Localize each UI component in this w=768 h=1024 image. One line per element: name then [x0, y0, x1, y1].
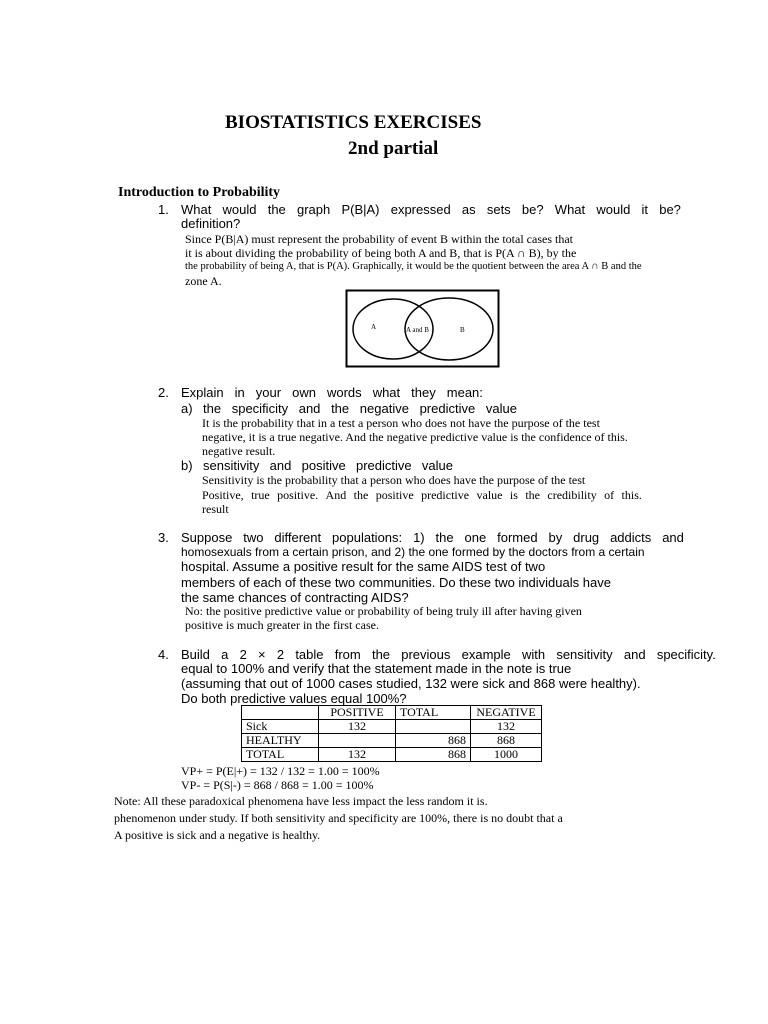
- word: a: [221, 647, 229, 662]
- word: credibility: [547, 488, 597, 502]
- word: ×: [258, 647, 266, 662]
- q1-number: 1.: [158, 202, 169, 217]
- word: positive.: [277, 488, 319, 502]
- word: in: [234, 385, 245, 400]
- word: own: [292, 385, 316, 400]
- word: positive: [375, 488, 414, 502]
- word: with: [521, 647, 546, 662]
- word: the: [203, 401, 222, 416]
- q2-b-answer-line: [202, 488, 642, 503]
- q2-b-answer-line: Sensitivity is the probability that a person who does have the purpose of the test: [202, 473, 586, 487]
- word: predictive: [419, 401, 476, 416]
- table-header-cell: NEGATIVE: [471, 706, 542, 720]
- word: P(B|A): [341, 202, 380, 217]
- table-cell: 132: [319, 720, 396, 734]
- word: value: [485, 401, 517, 416]
- word: graph: [297, 202, 331, 217]
- q2-a-answer-line: negative result.: [202, 444, 276, 458]
- q3-line: homosexuals from a certain prison, and 2) the one formed by the doctors from a certain: [181, 545, 645, 559]
- table-cell: 132: [471, 720, 542, 734]
- word: previous: [401, 647, 451, 662]
- word: the: [331, 401, 350, 416]
- section-heading: Introduction to Probability: [118, 185, 281, 200]
- table-header-cell: POSITIVE: [319, 706, 396, 720]
- table-header-cell: TOTAL: [396, 706, 471, 720]
- word: the: [525, 488, 540, 502]
- word: and: [269, 458, 292, 473]
- q3-line1: [181, 530, 684, 545]
- table-cell: 1000: [471, 748, 542, 762]
- word: predictive: [355, 458, 412, 473]
- word: this.: [621, 488, 642, 502]
- word: table: [295, 647, 324, 662]
- word: addicts: [610, 530, 652, 545]
- word: Explain: [181, 385, 224, 400]
- q4-line: equal to 100% and verify that the statement made in the note is true: [181, 661, 572, 676]
- word: and: [623, 647, 646, 662]
- q2-a-answer-line: It is the probability that in a test a person who does not have the purpose of the test: [202, 416, 600, 430]
- word: example: [461, 647, 511, 662]
- table-cell: [396, 720, 471, 734]
- word: sets: [486, 202, 511, 217]
- table-cell: Sick: [242, 720, 319, 734]
- word: by: [548, 530, 563, 545]
- word: negative: [359, 401, 409, 416]
- q2-number: 2.: [158, 385, 169, 400]
- q1-line2: definition?: [181, 216, 241, 231]
- contingency-table: [241, 705, 542, 762]
- word: value: [421, 458, 453, 473]
- word: would: [596, 202, 631, 217]
- word: be?: [659, 202, 681, 217]
- word: drug: [573, 530, 600, 545]
- word: is: [509, 488, 518, 502]
- table-header-cell: [242, 706, 319, 720]
- venn-label-b: B: [460, 326, 465, 334]
- word: the: [267, 202, 286, 217]
- q1-answer-line: zone A.: [185, 274, 222, 288]
- word: What: [554, 202, 586, 217]
- word: and: [298, 401, 321, 416]
- table-cell: TOTAL: [242, 748, 319, 762]
- page-title: BIOSTATISTICS EXERCISES: [225, 112, 482, 133]
- word: 2: [276, 647, 285, 662]
- q2-a-marker: a): [181, 401, 193, 416]
- word: words: [326, 385, 362, 400]
- q2-a-answer-line: negative, it is a true negative. And the negative predictive value is the confidence of this.: [202, 430, 628, 444]
- word: 1): [413, 530, 425, 545]
- note-line: Note: All these paradoxical phenomena have less impact the less random it is.: [114, 794, 488, 808]
- word: would: [222, 202, 257, 217]
- table-cell: 868: [471, 734, 542, 748]
- table-header-row: [242, 706, 542, 720]
- q2-line1: [181, 385, 483, 400]
- word: sensitivity: [203, 458, 260, 473]
- q2-b-marker: b): [181, 458, 193, 473]
- word: Positive,: [202, 488, 244, 502]
- word: different: [274, 530, 322, 545]
- q3-line: members of each of these two communities. Do these two individuals have: [181, 575, 611, 590]
- q3-line: hospital. Assume a positive result for the same AIDS test of two: [181, 559, 546, 574]
- word: it: [641, 202, 649, 217]
- table-row: [242, 748, 542, 762]
- q3-answer-line: No: the positive predictive value or probability of being truly ill after having given: [185, 604, 582, 618]
- word: populations:: [332, 530, 403, 545]
- q3-line: the same chances of contracting AIDS?: [181, 590, 409, 605]
- q3-answer-line: positive is much greater in the first case.: [185, 618, 379, 632]
- word: 2: [239, 647, 247, 662]
- word: and: [662, 530, 684, 545]
- venn-label-a: A: [371, 323, 377, 331]
- word: mean:: [446, 385, 483, 400]
- q1-answer-line: the probability of being A, that is P(A). Graphically, it would be the quotient between the area A ∩ B and the: [185, 261, 642, 272]
- word: What: [181, 202, 212, 217]
- word: formed: [497, 530, 538, 545]
- q1-answer-line: it is about dividing the probability of being both A and B, that is P(A ∩ B), by the: [185, 246, 577, 260]
- word: specificity: [231, 401, 289, 416]
- q1-line1: [181, 202, 681, 217]
- venn-diagram: [345, 289, 501, 369]
- word: the: [353, 488, 369, 502]
- word: Build: [181, 647, 210, 662]
- word: positive: [301, 458, 346, 473]
- word: And: [325, 488, 347, 502]
- word: be?: [521, 202, 544, 217]
- word: Suppose: [181, 530, 233, 545]
- word: what: [372, 385, 401, 400]
- word: two: [243, 530, 264, 545]
- note-line: phenomenon under study. If both sensitivity and specificity are 100%, there is no doubt that a: [114, 811, 563, 825]
- table-row: [242, 720, 542, 734]
- page-subtitle: 2nd partial: [348, 138, 439, 159]
- word: one: [464, 530, 487, 545]
- word: sensitivity: [556, 647, 613, 662]
- table-cell: 868: [396, 748, 471, 762]
- formula-line: VP+ = P(E|+) = 132 / 132 = 1.00 = 100%: [181, 764, 380, 778]
- word: they: [411, 385, 436, 400]
- word: expressed: [390, 202, 451, 217]
- q2-b-title: [203, 458, 453, 473]
- word: specificity.: [656, 647, 716, 662]
- q2-a-title: [203, 401, 517, 416]
- word: your: [255, 385, 282, 400]
- table-cell: 868: [396, 734, 471, 748]
- word: the: [435, 530, 454, 545]
- word: the: [371, 647, 391, 662]
- word: true: [251, 488, 270, 502]
- q1-answer-line: Since P(B|A) must represent the probability of event B within the total cases that: [185, 232, 573, 246]
- formula-line: VP- = P(S|-) = 868 / 868 = 1.00 = 100%: [181, 778, 374, 792]
- table-cell: [319, 734, 396, 748]
- q4-number: 4.: [158, 647, 169, 662]
- q4-line: Do both predictive values equal 100%?: [181, 691, 407, 706]
- word: of: [604, 488, 615, 502]
- q2-b-answer-line: result: [202, 502, 229, 516]
- venn-label-ab: A and B: [406, 326, 429, 334]
- table-cell: 132: [319, 748, 396, 762]
- word: as: [461, 202, 476, 217]
- q4-line: (assuming that out of 1000 cases studied, 132 were sick and 868 were healthy).: [181, 676, 641, 691]
- note-line: A positive is sick and a negative is healthy.: [114, 828, 321, 842]
- table-cell: HEALTHY: [242, 734, 319, 748]
- word: from: [334, 647, 361, 662]
- word: value: [476, 488, 503, 502]
- q3-number: 3.: [158, 530, 169, 545]
- word: predictive: [421, 488, 470, 502]
- q4-line1: [181, 647, 716, 662]
- table-row: [242, 734, 542, 748]
